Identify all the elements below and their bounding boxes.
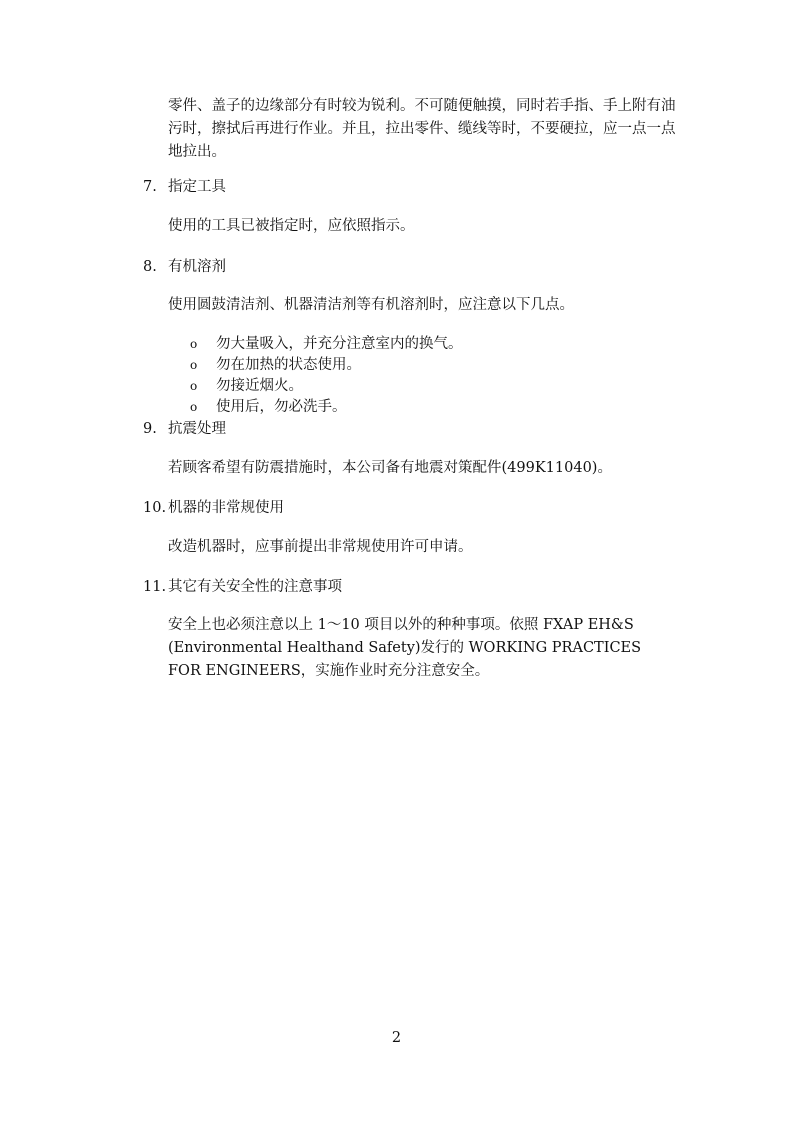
section-title: 其它有关安全性的注意事项 xyxy=(168,579,342,595)
section-11-heading xyxy=(143,576,342,599)
intro-paragraph: 零件、盖子的边缘部分有时较为锐利。不可随便触摸，同时若手指、手上附有油污时，擦拭后再进行作业。并且，拉出零件、缆线等时，不要硬拉，应一点一点地拉出。 xyxy=(168,98,676,160)
bullet-icon: o xyxy=(190,379,198,393)
bullet-icon: o xyxy=(190,400,198,414)
section-10-body: 改造机器时，应事前提出非常规使用许可申请。 xyxy=(168,539,473,555)
section-number: 10. xyxy=(143,500,167,516)
section-11-body: 安全上也必须注意以上 1～10 项目以外的种种事项。依照 FXAP EH&S (Environmental Healthand Safety)发行的 WORKING PRACTICES FOR ENGINEERS，实施作业时充分注意安全。 xyxy=(168,617,642,679)
list-item: o 勿大量吸入，并充分注意室内的换气。 xyxy=(190,334,463,355)
list-item: o 勿接近烟火。 xyxy=(190,376,463,397)
bullet-icon: o xyxy=(190,337,198,351)
section-number: 8. xyxy=(143,259,157,275)
bullet-list xyxy=(190,334,463,418)
section-7-body: 使用的工具已被指定时，应依照指示。 xyxy=(168,218,415,234)
section-title: 机器的非常规使用 xyxy=(168,500,284,516)
section-8-body: 使用圆鼓清洁剂、机器清洁剂等有机溶剂时，应注意以下几点。 xyxy=(168,297,574,313)
section-7-heading xyxy=(143,176,226,199)
section-10-heading xyxy=(143,497,284,520)
list-item: o 勿在加热的状态使用。 xyxy=(190,355,463,376)
section-title: 抗震处理 xyxy=(168,421,226,437)
section-9-body: 若顾客希望有防震措施时，本公司备有地震对策配件(499K11040)。 xyxy=(168,460,612,476)
section-8-heading xyxy=(143,256,226,279)
section-title: 指定工具 xyxy=(168,179,226,195)
page-number: 2 xyxy=(391,1030,402,1046)
bullet-icon: o xyxy=(190,358,198,372)
section-title: 有机溶剂 xyxy=(168,259,226,275)
list-item: o 使用后，勿必洗手。 xyxy=(190,397,463,418)
section-9-heading xyxy=(143,418,226,441)
section-number: 11. xyxy=(143,579,167,595)
section-number: 9. xyxy=(143,421,157,437)
section-number: 7. xyxy=(143,179,157,195)
